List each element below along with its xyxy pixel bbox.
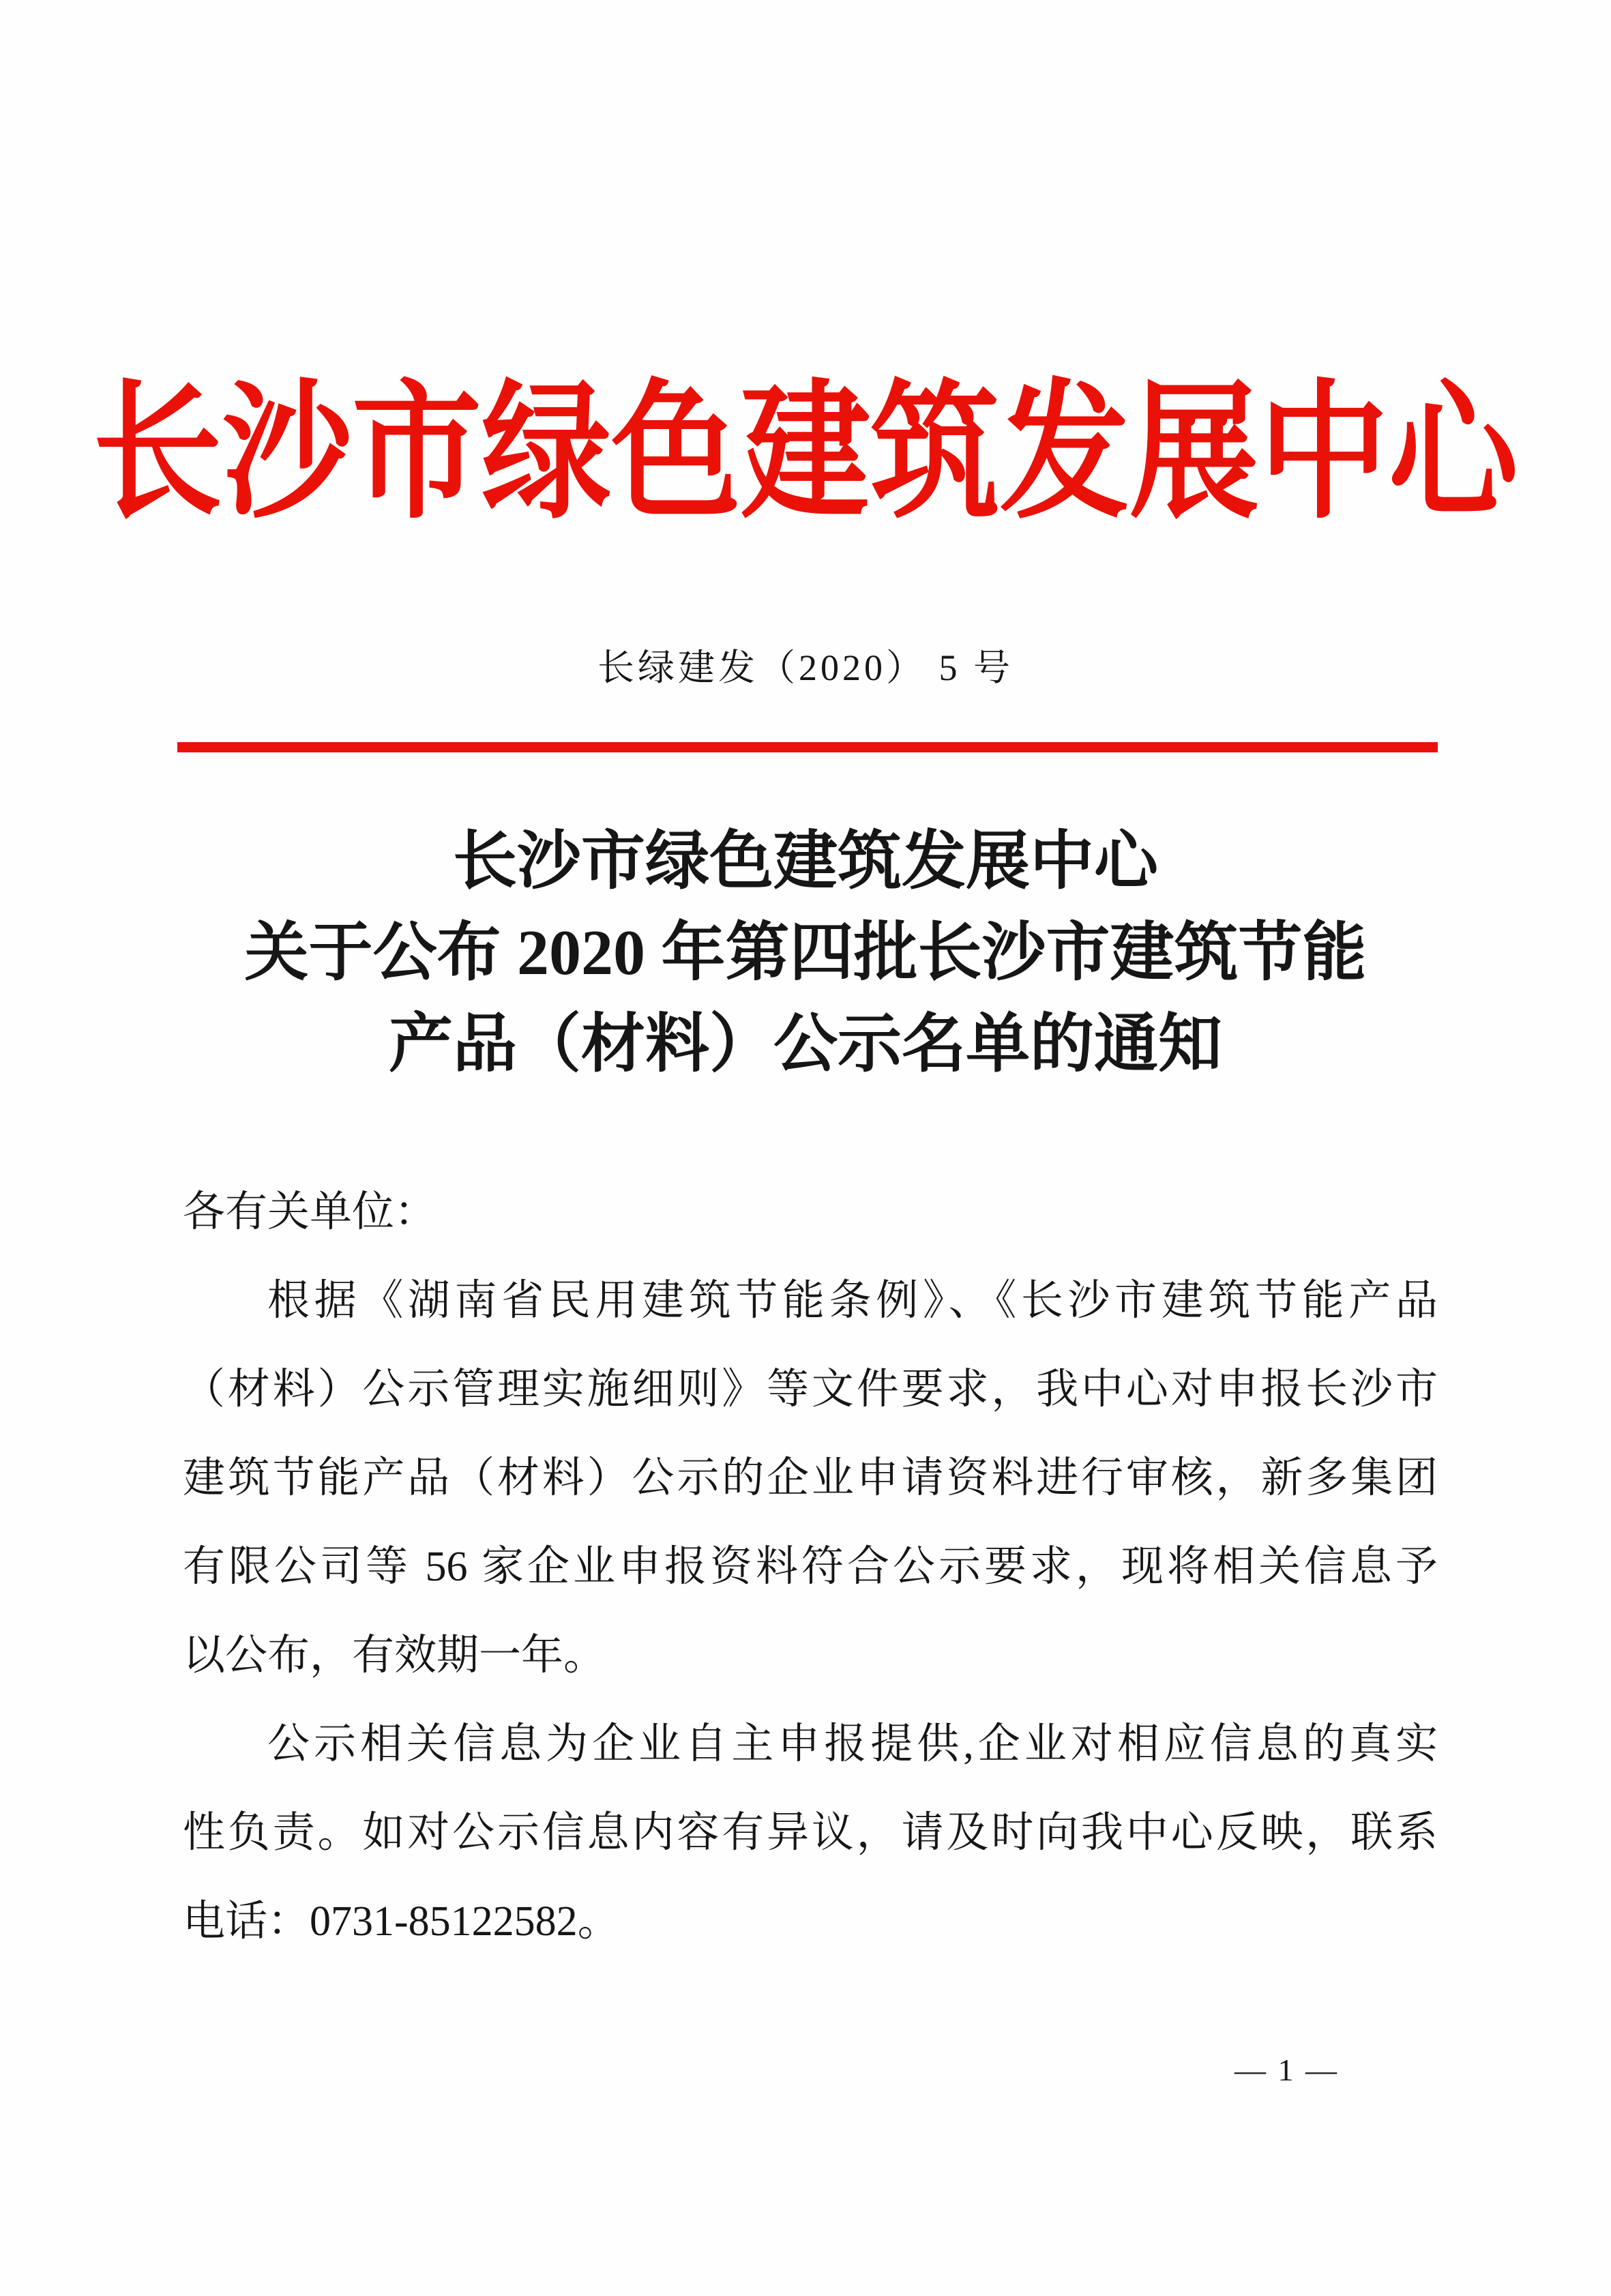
notice-title-line-2: 关于公布 2020 年第四批长沙市建筑节能 <box>244 917 1367 988</box>
body-line: 性负责。如对公示信息内容有异议，请及时向我中心反映，联系 <box>183 1810 1438 1856</box>
document-body <box>183 1168 1438 1966</box>
notice-title-line-1: 长沙市绿色建筑发展中心 <box>452 826 1158 897</box>
body-line: 有限公司等 56 家企业申报资料符合公示要求，现将相关信息予 <box>183 1544 1438 1590</box>
letterhead-org-title: 长沙市绿色建筑发展中心 <box>92 372 1518 537</box>
page-number: — 1 — <box>1235 2052 1339 2087</box>
notice-title-line-3: 产品（材料）公示名单的通知 <box>388 1009 1222 1080</box>
salutation: 各有关单位： <box>183 1189 437 1235</box>
body-line: 以公布，有效期一年。 <box>183 1632 606 1679</box>
doc-reference-number: 长绿建发（2020） 5 号 <box>597 647 1014 688</box>
body-line: 公示相关信息为企业自主申报提供,企业对相应信息的真实 <box>267 1721 1438 1767</box>
body-line: 建筑节能产品（材料）公示的企业申请资料进行审核，新多集团 <box>183 1455 1438 1501</box>
body-line: 根据《湖南省民用建筑节能条例》、《长沙市建筑节能产品 <box>267 1278 1438 1324</box>
body-line: （材料）公示管理实施细则》等文件要求，我中心对申报长沙市 <box>183 1366 1438 1413</box>
red-divider-line <box>177 742 1438 752</box>
body-line: 电话：0731-85122582。 <box>183 1898 620 1945</box>
notice-title <box>0 816 1611 1090</box>
